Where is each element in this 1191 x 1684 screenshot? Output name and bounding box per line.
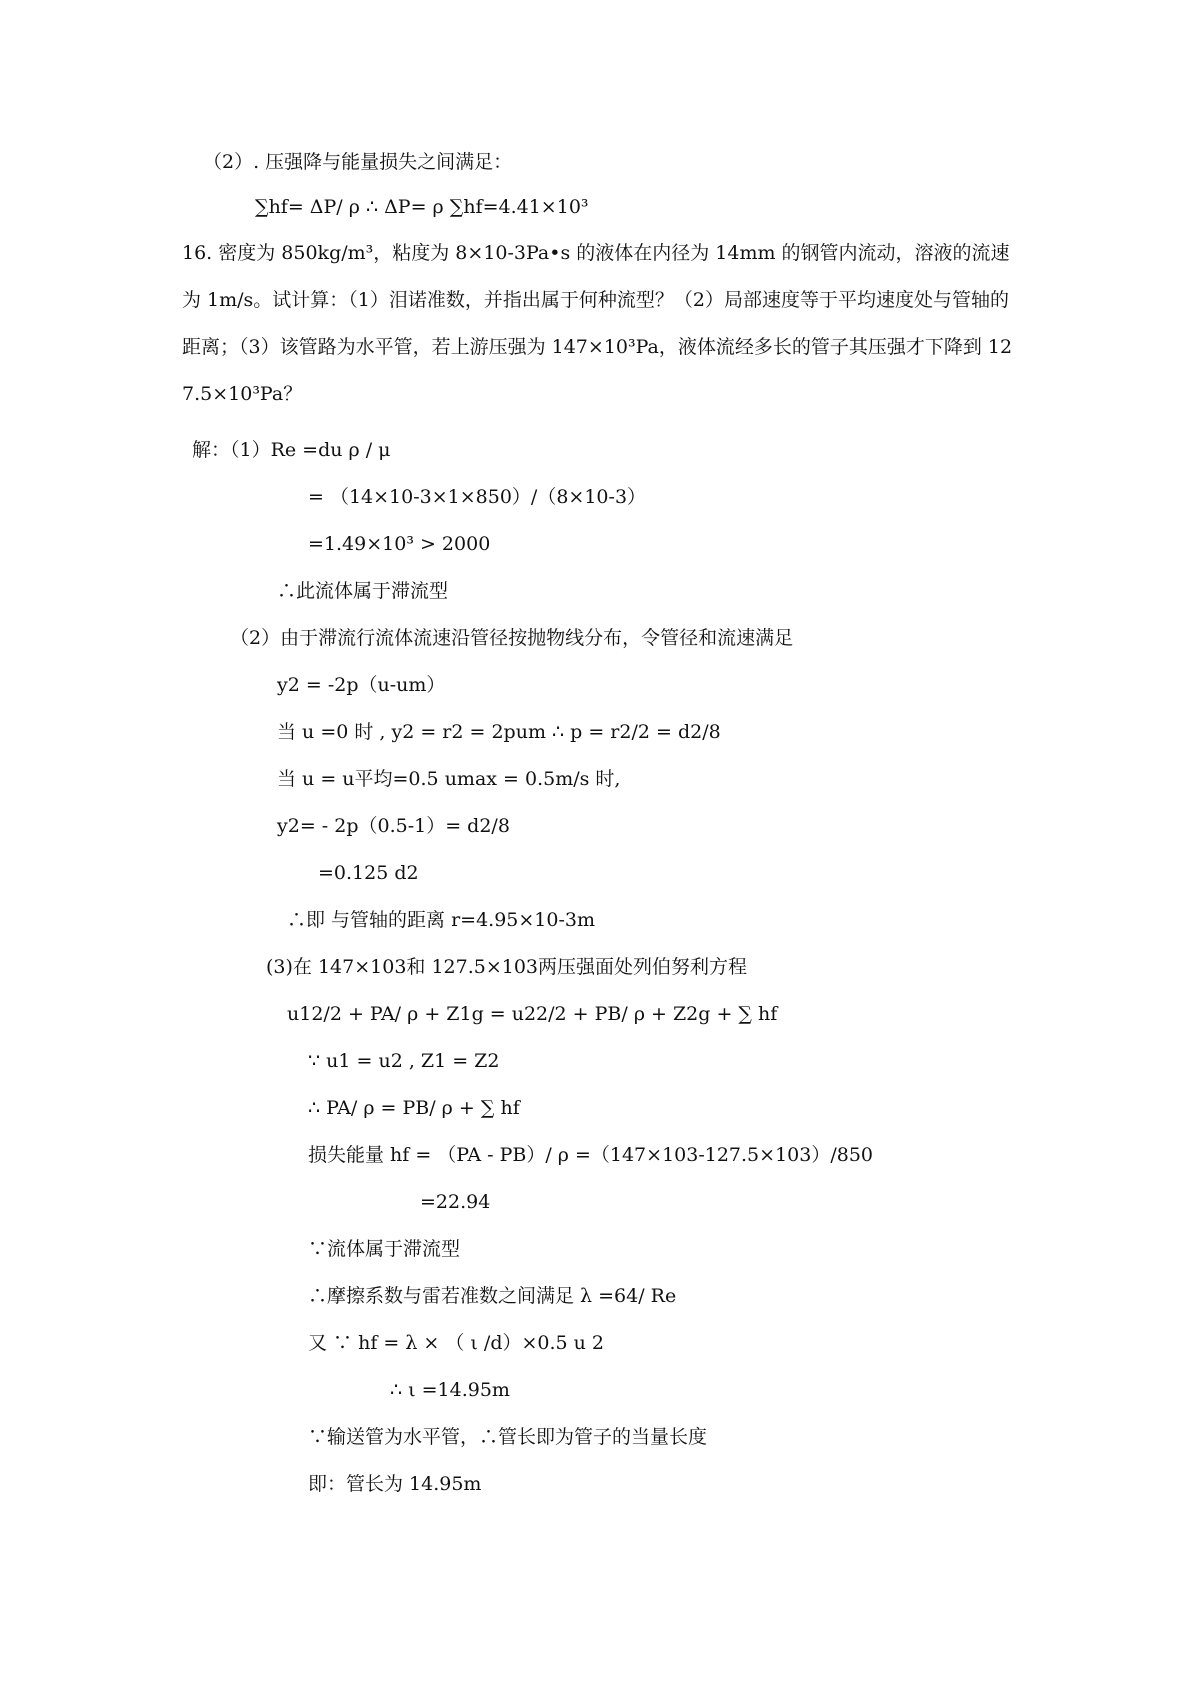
solution-line: ∴摩擦系数与雷若准数之间满足 λ =64/ Re — [308, 1285, 677, 1307]
solution-line: （2）由于滞流行流体流速沿管径按抛物线分布，令管径和流速满足 — [230, 627, 794, 649]
solution-line: ∵ u1 = u2 , Z1 = Z2 — [308, 1050, 500, 1072]
solution-line: ∵输送管为水平管，∴管长即为管子的当量长度 — [308, 1426, 708, 1448]
solution-line: 当 u = u平均=0.5 umax = 0.5m/s 时, — [277, 768, 621, 790]
section2-heading: （2）. 压强降与能量损失之间满足： — [203, 151, 513, 173]
solution-line: y2= - 2p（0.5-1）= d2/8 — [277, 815, 510, 837]
solution-line: = （14×10-3×1×850）/（8×10-3） — [308, 486, 647, 508]
solution-line: =0.125 d2 — [318, 862, 419, 884]
solution-line: ∵流体属于滞流型 — [308, 1238, 461, 1260]
problem16-text: 16. 密度为 850kg/m³，粘度为 8×10-3Pa•s 的液体在内径为 14mm 的钢管内流动，溶液的流速为 1m/s。试计算：（1）泪诺准数，并指出属于何种流型？（2）局部速度等于平均速度处与管轴的距离；（3）该管路为水平管，若上游压强为 147×10³Pa，液体流经多长的管子其压强才下降到 127.5×10³Pa？ — [182, 242, 1013, 405]
solution-line: (3)在 147×103和 127.5×103两压强面处列伯努利方程 — [266, 956, 748, 978]
solution-line: 即：管长为 14.95m — [308, 1473, 482, 1495]
solution-line: 当 u =0 时 , y2 = r2 = 2pum ∴ p = r2/2 = d2/8 — [277, 721, 721, 743]
section2-formula: ∑hf= ΔP/ ρ ∴ ΔP= ρ ∑hf=4.41×10³ — [255, 196, 589, 218]
solution-line: u12/2 + PA/ ρ + Z1g = u22/2 + PB/ ρ + Z2g + ∑ hf — [287, 1003, 778, 1025]
solution-line: ∴ ι =14.95m — [390, 1379, 510, 1401]
solution-line: =22.94 — [420, 1191, 491, 1213]
solution-line: 又 ∵ hf = λ × （ ι /d）×0.5 u 2 — [308, 1332, 605, 1354]
solution-line: 解：（1）Re =du ρ / μ — [192, 439, 391, 461]
solution-line: ∴ PA/ ρ = PB/ ρ + ∑ hf — [308, 1097, 520, 1119]
solution-line: 损失能量 hf = （PA - PB）/ ρ =（147×103-127.5×103）/850 — [308, 1144, 873, 1166]
solution-line: =1.49×10³ > 2000 — [308, 533, 491, 555]
solution-line: y2 = -2p（u-um） — [277, 674, 446, 696]
solution-line: ∴此流体属于滞流型 — [277, 580, 449, 602]
solution-line: ∴即 与管轴的距离 r=4.95×10-3m — [287, 909, 596, 931]
